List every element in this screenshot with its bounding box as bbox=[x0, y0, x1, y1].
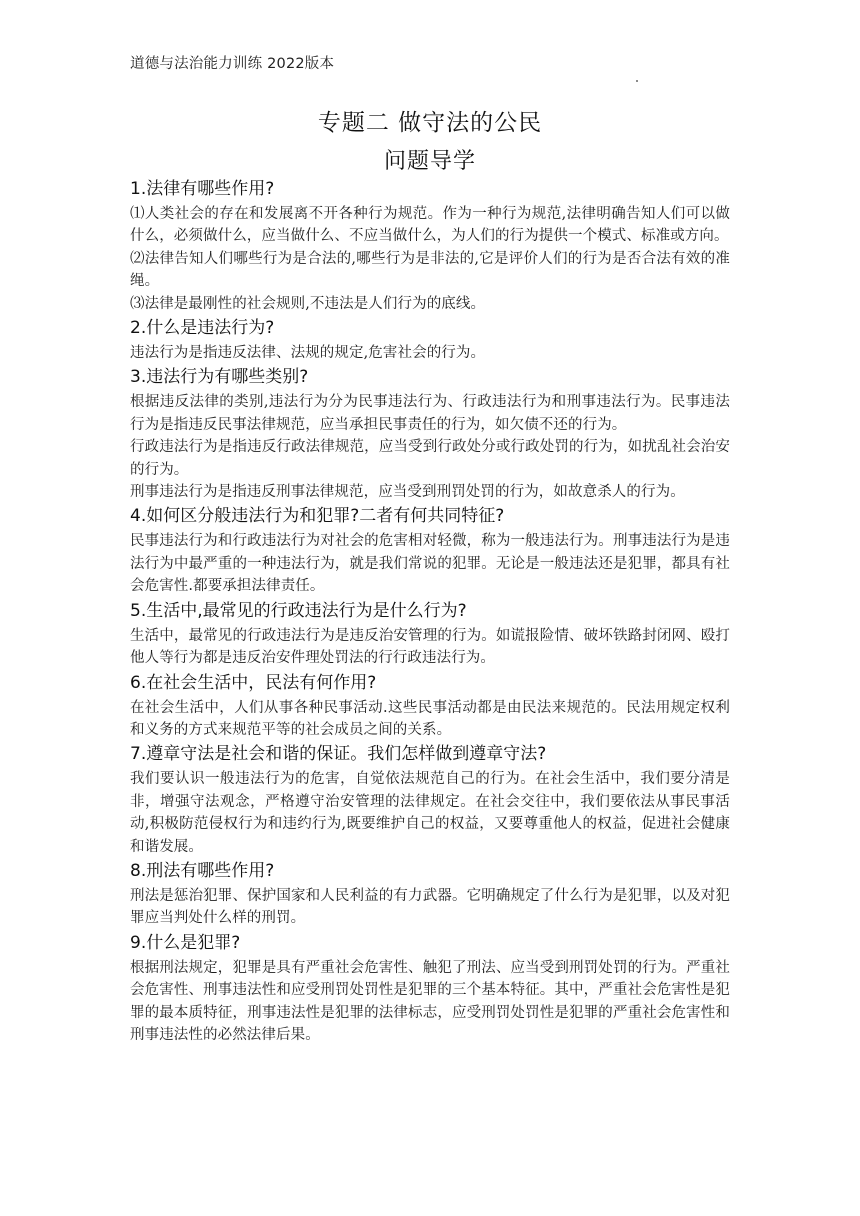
question-heading: 5.生活中,最常见的行政违法行为是什么行为? bbox=[130, 600, 467, 621]
answer-paragraph: 生活中，最常见的行政违法行为是违反治安管理的行为。如谎报险情、破坏铁路封闭网、殴打他人等行为都是违反治安件理处罚法的行行政违法行为。 bbox=[130, 627, 730, 667]
section-8 bbox=[130, 858, 730, 930]
question-heading: 8.刑法有哪些作用? bbox=[130, 860, 275, 881]
page-header: 道德与法治能力训练 2022版本 bbox=[130, 56, 335, 72]
section-6 bbox=[130, 670, 730, 742]
section-9 bbox=[130, 930, 730, 1047]
page-subtitle: 问题导学 bbox=[383, 149, 476, 174]
answer-paragraph: 根据违反法律的类别,违法行为分为民事违法行为、行政违法行为和刑事违法行为。民事违法行为是指违反民事法律规范，应当承担民事责任的行为，如欠债不还的行为。 bbox=[130, 394, 730, 433]
question-heading: 3.违法行为有哪些类别? bbox=[130, 367, 309, 388]
question-heading: 9.什么是犯罪? bbox=[130, 932, 241, 953]
section-7 bbox=[130, 741, 730, 858]
answer-paragraph: 根据刑法规定，犯罪是具有严重社会危害性、触犯了刑法、应当受到刑罚处罚的行为。严重社会危害性、刑事违法性和应受刑罚处罚性是犯罪的三个基本特征。其中，严重社会危害性是犯罪的最本质特征，刑事违法性是犯罪的法律标志，应受刑罚处罚性是犯罪的严重社会危害性和刑事违法性的必然法律后果。 bbox=[130, 959, 730, 1043]
answer-paragraph: 民事违法行为和行政违法行为对社会的危害相对轻微，称为一般违法行为。刑事违法行为是违法行为中最严重的一种违法行为，就是我们常说的犯罪。无论是一般违法还是犯罪，都具有社会危害性.都要承担法律责任。 bbox=[130, 533, 730, 595]
answer-paragraph: 行政违法行为是指违反行政法律规范，应当受到行政处分或行政处罚的行为，如扰乱社会治安的行为。 bbox=[130, 439, 730, 478]
answer-paragraph: ⑵法律告知人们哪些行为是合法的,哪些行为是非法的,它是评价人们的行为是否合法有效的准绳。 bbox=[130, 250, 730, 290]
answer-paragraph: ⑶法律是最刚性的社会规则,不违法是人们行为的底线。 bbox=[130, 295, 486, 312]
section-3 bbox=[130, 364, 730, 503]
section-4 bbox=[130, 503, 730, 597]
question-heading: 1.法律有哪些作用? bbox=[130, 179, 275, 199]
question-heading: 4.如何区分般违法行为和犯罪?二者有何共同特征? bbox=[130, 506, 505, 527]
speck-mark bbox=[636, 80, 638, 82]
answer-paragraph: 刑法是惩治犯罪、保护国家和人民利益的有力武器。它明确规定了什么行为是犯罪，以及对犯罪应当判处什么样的刑罚。 bbox=[130, 887, 730, 927]
answer-paragraph: ⑴人类社会的存在和发展离不开各种行为规范。作为一种行为规范,法律明确告知人们可以做什么，必须做什么，应当做什么、不应当做什么，为人们的行为提供一个模式、标准或方向。 bbox=[130, 206, 730, 245]
answer-paragraph: 刑事违法行为是指违反刑事法律规范，应当受到刑罚处罚的行为，如故意杀人的行为。 bbox=[130, 484, 685, 501]
answer-paragraph: 在社会生活中，人们从事各种民事活动.这些民事活动都是由民法来规范的。民法用规定权利和义务的方式来规范平等的社会成员之间的关系。 bbox=[130, 699, 730, 738]
question-heading: 7.遵章守法是社会和谐的保证。我们怎样做到遵章守法? bbox=[130, 744, 547, 765]
answer-paragraph: 我们要认识一般违法行为的危害，自觉依法规范自己的行为。在社会生活中，我们要分清是非，增强守法观念，严格遵守治安管理的法律规定。在社会交往中，我们要依法从事民事活动,积极防范侵权行为和违约行为,既要维护自己的权益，又要尊重他人的权益，促进社会健康和谐发展。 bbox=[130, 771, 730, 855]
question-list bbox=[130, 176, 730, 1046]
question-heading: 2.什么是违法行为? bbox=[130, 318, 275, 339]
answer-paragraph: 违法行为是指违反法律、法规的规定,危害社会的行为。 bbox=[130, 345, 486, 362]
section-2 bbox=[130, 315, 730, 364]
page-title: 专题二 做守法的公民 bbox=[317, 110, 543, 136]
section-5 bbox=[130, 598, 730, 670]
section-1 bbox=[130, 176, 730, 315]
question-heading: 6.在社会生活中，民法有何作用? bbox=[130, 672, 377, 693]
